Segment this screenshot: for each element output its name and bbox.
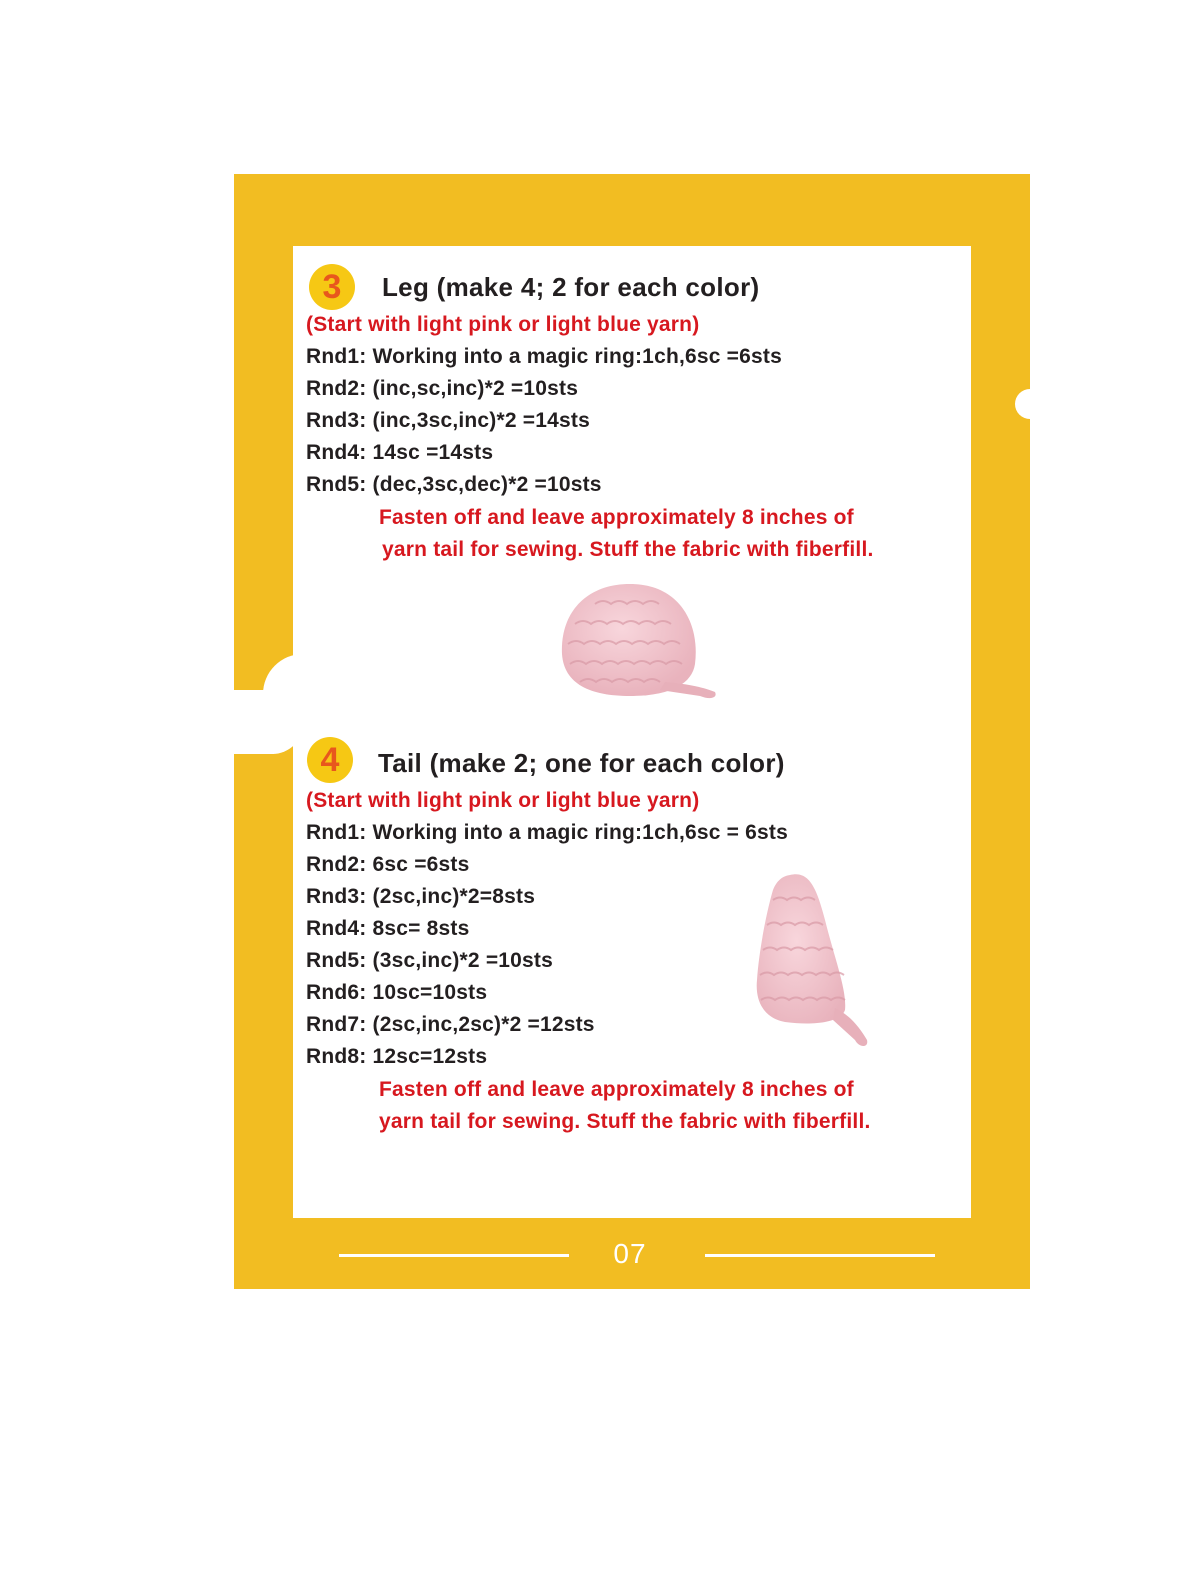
finish-note: Fasten off and leave approximately 8 inches of xyxy=(379,1078,854,1101)
start-note: (Start with light pink or light blue yarn) xyxy=(306,313,700,336)
step-number-badge: 4 xyxy=(307,737,353,783)
round-instruction: Rnd4: 14sc =14sts xyxy=(306,441,494,464)
frame-notch xyxy=(1015,389,1045,419)
round-instruction: Rnd5: (3sc,inc)*2 =10sts xyxy=(306,949,553,972)
page-number: 07 xyxy=(613,1238,647,1269)
round-instruction: Rnd2: (inc,sc,inc)*2 =10sts xyxy=(306,377,579,400)
cloud-decoration xyxy=(234,690,274,754)
start-note: (Start with light pink or light blue yarn) xyxy=(306,789,700,812)
finish-note: yarn tail for sewing. Stuff the fabric with fiberfill. xyxy=(379,1110,871,1133)
round-instruction: Rnd2: 6sc =6sts xyxy=(306,853,470,876)
round-instruction: Rnd7: (2sc,inc,2sc)*2 =12sts xyxy=(306,1013,595,1036)
finish-note: yarn tail for sewing. Stuff the fabric with fiberfill. xyxy=(382,538,874,561)
round-instruction: Rnd4: 8sc= 8sts xyxy=(306,917,470,940)
round-instruction: Rnd6: 10sc=10sts xyxy=(306,981,488,1004)
round-instruction: Rnd3: (2sc,inc)*2=8sts xyxy=(306,885,536,908)
footer-rule-right xyxy=(705,1254,935,1257)
crochet-tail-photo xyxy=(755,870,885,1050)
section-title: Leg (make 4; 2 for each color) xyxy=(382,272,760,302)
round-instruction: Rnd1: Working into a magic ring:1ch,6sc = 6sts xyxy=(306,821,789,844)
step-number-badge: 3 xyxy=(309,264,355,310)
round-instruction: Rnd8: 12sc=12sts xyxy=(306,1045,488,1068)
round-instruction: Rnd3: (inc,3sc,inc)*2 =14sts xyxy=(306,409,590,432)
section-title: Tail (make 2; one for each color) xyxy=(378,748,785,778)
footer-rule-left xyxy=(339,1254,569,1257)
round-instruction: Rnd5: (dec,3sc,dec)*2 =10sts xyxy=(306,473,602,496)
crochet-leg-photo xyxy=(560,584,730,714)
finish-note: Fasten off and leave approximately 8 inches of xyxy=(379,506,854,529)
round-instruction: Rnd1: Working into a magic ring:1ch,6sc =6sts xyxy=(306,345,782,368)
